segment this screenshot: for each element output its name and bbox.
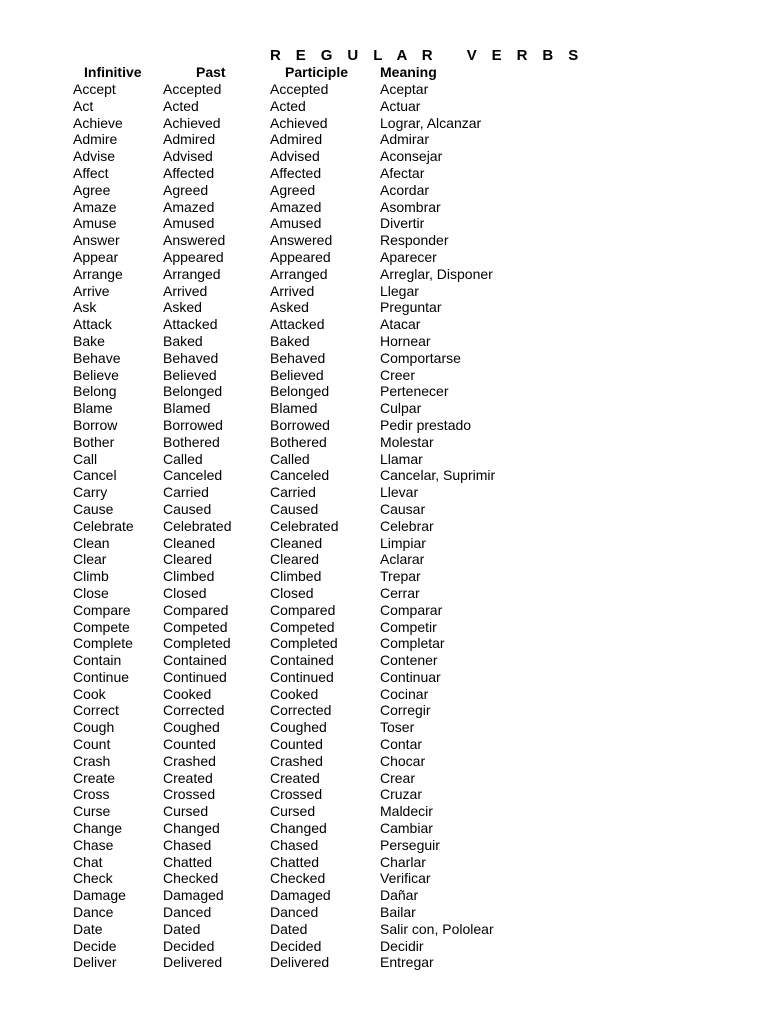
cell-meaning: Afectar: [380, 164, 425, 181]
cell-meaning: Chocar: [380, 752, 426, 769]
table-row: [0, 249, 768, 266]
cell-infinitive: Compare: [73, 601, 131, 618]
cell-past: Behaved: [163, 349, 219, 366]
cell-participle: Delivered: [270, 954, 330, 971]
cell-meaning: Pedir prestado: [380, 416, 472, 433]
cell-participle: Asked: [270, 299, 309, 316]
cell-infinitive: Act: [73, 97, 94, 114]
cell-meaning: Actuar: [380, 97, 421, 114]
table-row: [0, 518, 768, 535]
cell-participle: Borrowed: [270, 416, 330, 433]
cell-infinitive: Achieve: [73, 114, 123, 131]
cell-infinitive: Agree: [73, 181, 111, 198]
cell-infinitive: Decide: [73, 937, 117, 954]
cell-past: Amazed: [163, 198, 215, 215]
cell-past: Celebrated: [163, 517, 232, 534]
cell-participle: Damaged: [270, 887, 331, 904]
cell-participle: Arranged: [270, 265, 328, 282]
table-row: [0, 820, 768, 837]
table-row: [0, 753, 768, 770]
header-infinitive: Infinitive: [84, 64, 142, 80]
cell-past: Cleaned: [163, 534, 216, 551]
table-row: [0, 669, 768, 686]
cell-infinitive: Carry: [73, 484, 108, 501]
table-row: [0, 98, 768, 115]
table-row: [0, 602, 768, 619]
cell-infinitive: Dance: [73, 904, 114, 921]
cell-participle: Climbed: [270, 568, 322, 585]
table-row: [0, 266, 768, 283]
cell-past: Affected: [163, 164, 215, 181]
cell-infinitive: Advise: [73, 148, 116, 165]
cell-infinitive: Cancel: [73, 467, 117, 484]
cell-participle: Belonged: [270, 383, 330, 400]
cell-infinitive: Answer: [73, 232, 120, 249]
table-row: [0, 904, 768, 921]
cell-meaning: Trepar: [380, 568, 421, 585]
cell-infinitive: Bother: [73, 433, 115, 450]
cell-infinitive: Appear: [73, 248, 119, 265]
cell-infinitive: Borrow: [73, 416, 118, 433]
cell-past: Asked: [163, 299, 202, 316]
cell-participle: Blamed: [270, 400, 318, 417]
cell-participle: Completed: [270, 635, 338, 652]
cell-past: Changed: [163, 820, 220, 837]
cell-infinitive: Arrange: [73, 265, 123, 282]
table-row: [0, 182, 768, 199]
cell-past: Baked: [163, 332, 203, 349]
cell-meaning: Culpar: [380, 400, 422, 417]
cell-past: Canceled: [163, 467, 223, 484]
cell-meaning: Cambiar: [380, 820, 433, 837]
table-row: [0, 81, 768, 98]
cell-meaning: Comportarse: [380, 349, 461, 366]
cell-participle: Cursed: [270, 803, 316, 820]
cell-meaning: Acordar: [380, 181, 430, 198]
cell-infinitive: Behave: [73, 349, 121, 366]
cell-participle: Crossed: [270, 786, 323, 803]
cell-past: Chatted: [163, 853, 213, 870]
cell-participle: Amazed: [270, 198, 322, 215]
cell-meaning: Contener: [380, 652, 438, 669]
table-row: [0, 736, 768, 753]
cell-infinitive: Curse: [73, 803, 111, 820]
verb-table: [0, 81, 768, 971]
cell-past: Accepted: [163, 81, 222, 97]
cell-meaning: Aconsejar: [380, 148, 443, 165]
cell-past: Damaged: [163, 887, 224, 904]
cell-past: Checked: [163, 870, 219, 887]
table-row: [0, 467, 768, 484]
table-row: [0, 283, 768, 300]
cell-infinitive: Date: [73, 920, 103, 937]
cell-meaning: Arreglar, Disponer: [380, 265, 493, 282]
cell-meaning: Bailar: [380, 904, 416, 921]
table-row: [0, 400, 768, 417]
cell-participle: Chased: [270, 836, 319, 853]
cell-meaning: Competir: [380, 618, 437, 635]
cell-infinitive: Chat: [73, 853, 103, 870]
cell-infinitive: Continue: [73, 668, 130, 685]
cell-past: Called: [163, 450, 203, 467]
cell-participle: Called: [270, 450, 310, 467]
cell-participle: Celebrated: [270, 517, 339, 534]
cell-infinitive: Change: [73, 820, 123, 837]
cell-past: Caused: [163, 500, 212, 517]
cell-past: Crashed: [163, 752, 216, 769]
cell-past: Decided: [163, 937, 215, 954]
cell-infinitive: Contain: [73, 652, 122, 669]
table-row: [0, 719, 768, 736]
header-meaning: Meaning: [380, 64, 437, 80]
cell-meaning: Lograr, Alcanzar: [380, 114, 482, 131]
cell-infinitive: Cause: [73, 500, 114, 517]
cell-meaning: Salir con, Pololear: [380, 920, 494, 937]
cell-participle: Canceled: [270, 467, 330, 484]
table-row: [0, 501, 768, 518]
cell-meaning: Preguntar: [380, 299, 442, 316]
cell-past: Created: [163, 769, 213, 786]
cell-participle: Answered: [270, 232, 333, 249]
cell-participle: Baked: [270, 332, 310, 349]
cell-past: Believed: [163, 366, 217, 383]
table-row: [0, 887, 768, 904]
cell-meaning: Aclarar: [380, 551, 425, 568]
cell-past: Acted: [163, 97, 199, 114]
cell-past: Coughed: [163, 719, 220, 736]
cell-infinitive: Deliver: [73, 954, 117, 971]
cell-participle: Coughed: [270, 719, 327, 736]
cell-meaning: Cancelar, Suprimir: [380, 467, 496, 484]
cell-infinitive: Cough: [73, 719, 115, 736]
table-row: [0, 417, 768, 434]
cell-meaning: Verificar: [380, 870, 431, 887]
cell-meaning: Cruzar: [380, 786, 423, 803]
cell-participle: Appeared: [270, 248, 331, 265]
cell-meaning: Responder: [380, 232, 449, 249]
cell-meaning: Admirar: [380, 131, 430, 148]
cell-past: Borrowed: [163, 416, 223, 433]
table-row: [0, 837, 768, 854]
cell-participle: Cooked: [270, 685, 319, 702]
cell-infinitive: Attack: [73, 316, 112, 333]
cell-participle: Caused: [270, 500, 319, 517]
table-row: [0, 803, 768, 820]
cell-meaning: Celebrar: [380, 517, 434, 534]
cell-participle: Chatted: [270, 853, 320, 870]
table-row: [0, 484, 768, 501]
table-row: [0, 870, 768, 887]
cell-infinitive: Bake: [73, 332, 105, 349]
cell-meaning: Continuar: [380, 668, 441, 685]
cell-infinitive: Climb: [73, 568, 109, 585]
cell-infinitive: Admire: [73, 131, 118, 148]
cell-meaning: Pertenecer: [380, 383, 449, 400]
table-row: [0, 921, 768, 938]
cell-infinitive: Crash: [73, 752, 111, 769]
table-row: [0, 232, 768, 249]
cell-infinitive: Ask: [73, 299, 97, 316]
cell-infinitive: Close: [73, 584, 109, 601]
cell-participle: Checked: [270, 870, 326, 887]
cell-past: Cleared: [163, 551, 213, 568]
table-row: [0, 619, 768, 636]
cell-participle: Bothered: [270, 433, 327, 450]
cell-past: Achieved: [163, 114, 221, 131]
cell-meaning: Aparecer: [380, 248, 437, 265]
cell-meaning: Aceptar: [380, 81, 429, 97]
cell-infinitive: Blame: [73, 400, 113, 417]
cell-infinitive: Affect: [73, 164, 109, 181]
table-row: [0, 854, 768, 871]
cell-meaning: Asombrar: [380, 198, 441, 215]
cell-past: Carried: [163, 484, 209, 501]
cell-participle: Agreed: [270, 181, 316, 198]
cell-participle: Continued: [270, 668, 334, 685]
cell-past: Cooked: [163, 685, 212, 702]
cell-meaning: Entregar: [380, 954, 434, 971]
cell-participle: Changed: [270, 820, 327, 837]
cell-infinitive: Cross: [73, 786, 110, 803]
table-row: [0, 165, 768, 182]
cell-past: Cursed: [163, 803, 209, 820]
cell-participle: Advised: [270, 148, 320, 165]
cell-meaning: Llevar: [380, 484, 419, 501]
cell-past: Advised: [163, 148, 213, 165]
table-row: [0, 383, 768, 400]
cell-past: Crossed: [163, 786, 216, 803]
table-row: [0, 199, 768, 216]
cell-infinitive: Arrive: [73, 282, 110, 299]
header-participle: Participle: [285, 64, 349, 80]
cell-infinitive: Accept: [73, 81, 116, 97]
cell-participle: Achieved: [270, 114, 328, 131]
cell-infinitive: Call: [73, 450, 98, 467]
cell-participle: Decided: [270, 937, 322, 954]
cell-meaning: Decidir: [380, 937, 424, 954]
cell-participle: Carried: [270, 484, 316, 501]
cell-past: Counted: [163, 736, 216, 753]
cell-meaning: Causar: [380, 500, 426, 517]
cell-past: Completed: [163, 635, 231, 652]
cell-past: Competed: [163, 618, 228, 635]
table-row: [0, 551, 768, 568]
cell-meaning: Corregir: [380, 702, 431, 719]
cell-infinitive: Belong: [73, 383, 117, 400]
table-row: [0, 686, 768, 703]
cell-meaning: Charlar: [380, 853, 426, 870]
table-row: [0, 954, 768, 971]
cell-participle: Danced: [270, 904, 319, 921]
cell-past: Attacked: [163, 316, 218, 333]
cell-participle: Closed: [270, 584, 314, 601]
cell-participle: Contained: [270, 652, 334, 669]
cell-meaning: Completar: [380, 635, 445, 652]
cell-past: Admired: [163, 131, 216, 148]
cell-participle: Amused: [270, 215, 322, 232]
cell-past: Dated: [163, 920, 201, 937]
cell-past: Amused: [163, 215, 215, 232]
table-row: [0, 786, 768, 803]
cell-infinitive: Cook: [73, 685, 106, 702]
table-row: [0, 535, 768, 552]
cell-past: Continued: [163, 668, 227, 685]
cell-past: Appeared: [163, 248, 224, 265]
cell-infinitive: Clean: [73, 534, 110, 551]
table-row: [0, 635, 768, 652]
cell-meaning: Hornear: [380, 332, 431, 349]
cell-infinitive: Chase: [73, 836, 114, 853]
table-row: [0, 652, 768, 669]
cell-infinitive: Correct: [73, 702, 119, 719]
cell-participle: Behaved: [270, 349, 326, 366]
cell-infinitive: Celebrate: [73, 517, 134, 534]
cell-past: Agreed: [163, 181, 209, 198]
cell-participle: Affected: [270, 164, 322, 181]
cell-participle: Competed: [270, 618, 335, 635]
cell-meaning: Limpiar: [380, 534, 426, 551]
cell-meaning: Atacar: [380, 316, 421, 333]
table-row: [0, 316, 768, 333]
cell-past: Answered: [163, 232, 226, 249]
cell-participle: Compared: [270, 601, 336, 618]
cell-participle: Dated: [270, 920, 308, 937]
cell-past: Arranged: [163, 265, 221, 282]
cell-meaning: Perseguir: [380, 836, 440, 853]
cell-past: Closed: [163, 584, 207, 601]
cell-participle: Counted: [270, 736, 323, 753]
cell-past: Arrived: [163, 282, 208, 299]
cell-meaning: Cocinar: [380, 685, 429, 702]
table-row: [0, 434, 768, 451]
cell-infinitive: Believe: [73, 366, 119, 383]
table-row: [0, 350, 768, 367]
cell-past: Delivered: [163, 954, 223, 971]
cell-past: Corrected: [163, 702, 225, 719]
table-row: [0, 115, 768, 132]
table-row: [0, 215, 768, 232]
cell-infinitive: Damage: [73, 887, 126, 904]
cell-meaning: Llamar: [380, 450, 423, 467]
cell-meaning: Contar: [380, 736, 423, 753]
cell-participle: Attacked: [270, 316, 325, 333]
cell-infinitive: Amaze: [73, 198, 117, 215]
table-row: [0, 299, 768, 316]
cell-participle: Created: [270, 769, 320, 786]
cell-participle: Corrected: [270, 702, 332, 719]
cell-infinitive: Count: [73, 736, 111, 753]
table-row: [0, 367, 768, 384]
cell-infinitive: Clear: [73, 551, 107, 568]
cell-infinitive: Complete: [73, 635, 133, 652]
cell-meaning: Molestar: [380, 433, 434, 450]
table-row: [0, 702, 768, 719]
cell-participle: Admired: [270, 131, 323, 148]
cell-past: Climbed: [163, 568, 215, 585]
table-row: [0, 333, 768, 350]
cell-past: Blamed: [163, 400, 211, 417]
cell-meaning: Creer: [380, 366, 416, 383]
cell-past: Chased: [163, 836, 212, 853]
cell-meaning: Llegar: [380, 282, 419, 299]
cell-meaning: Crear: [380, 769, 416, 786]
table-row: [0, 770, 768, 787]
table-row: [0, 148, 768, 165]
cell-participle: Cleaned: [270, 534, 323, 551]
cell-past: Compared: [163, 601, 229, 618]
cell-past: Contained: [163, 652, 227, 669]
cell-meaning: Comparar: [380, 601, 443, 618]
table-row: [0, 585, 768, 602]
cell-infinitive: Compete: [73, 618, 130, 635]
cell-participle: Crashed: [270, 752, 323, 769]
table-row: [0, 938, 768, 955]
cell-participle: Believed: [270, 366, 324, 383]
cell-participle: Accepted: [270, 81, 329, 97]
cell-infinitive: Create: [73, 769, 116, 786]
cell-meaning: Maldecir: [380, 803, 433, 820]
cell-meaning: Toser: [380, 719, 415, 736]
table-row: [0, 568, 768, 585]
cell-meaning: Dañar: [380, 887, 419, 904]
table-row: [0, 451, 768, 468]
cell-past: Danced: [163, 904, 212, 921]
cell-participle: Acted: [270, 97, 306, 114]
header-past: Past: [196, 64, 226, 80]
cell-infinitive: Amuse: [73, 215, 117, 232]
cell-participle: Arrived: [270, 282, 315, 299]
cell-participle: Cleared: [270, 551, 320, 568]
table-row: [0, 131, 768, 148]
cell-meaning: Divertir: [380, 215, 425, 232]
cell-past: Belonged: [163, 383, 223, 400]
cell-past: Bothered: [163, 433, 220, 450]
cell-infinitive: Check: [73, 870, 113, 887]
page-title: R E G U L A R V E R B S: [270, 47, 584, 64]
cell-meaning: Cerrar: [380, 584, 420, 601]
